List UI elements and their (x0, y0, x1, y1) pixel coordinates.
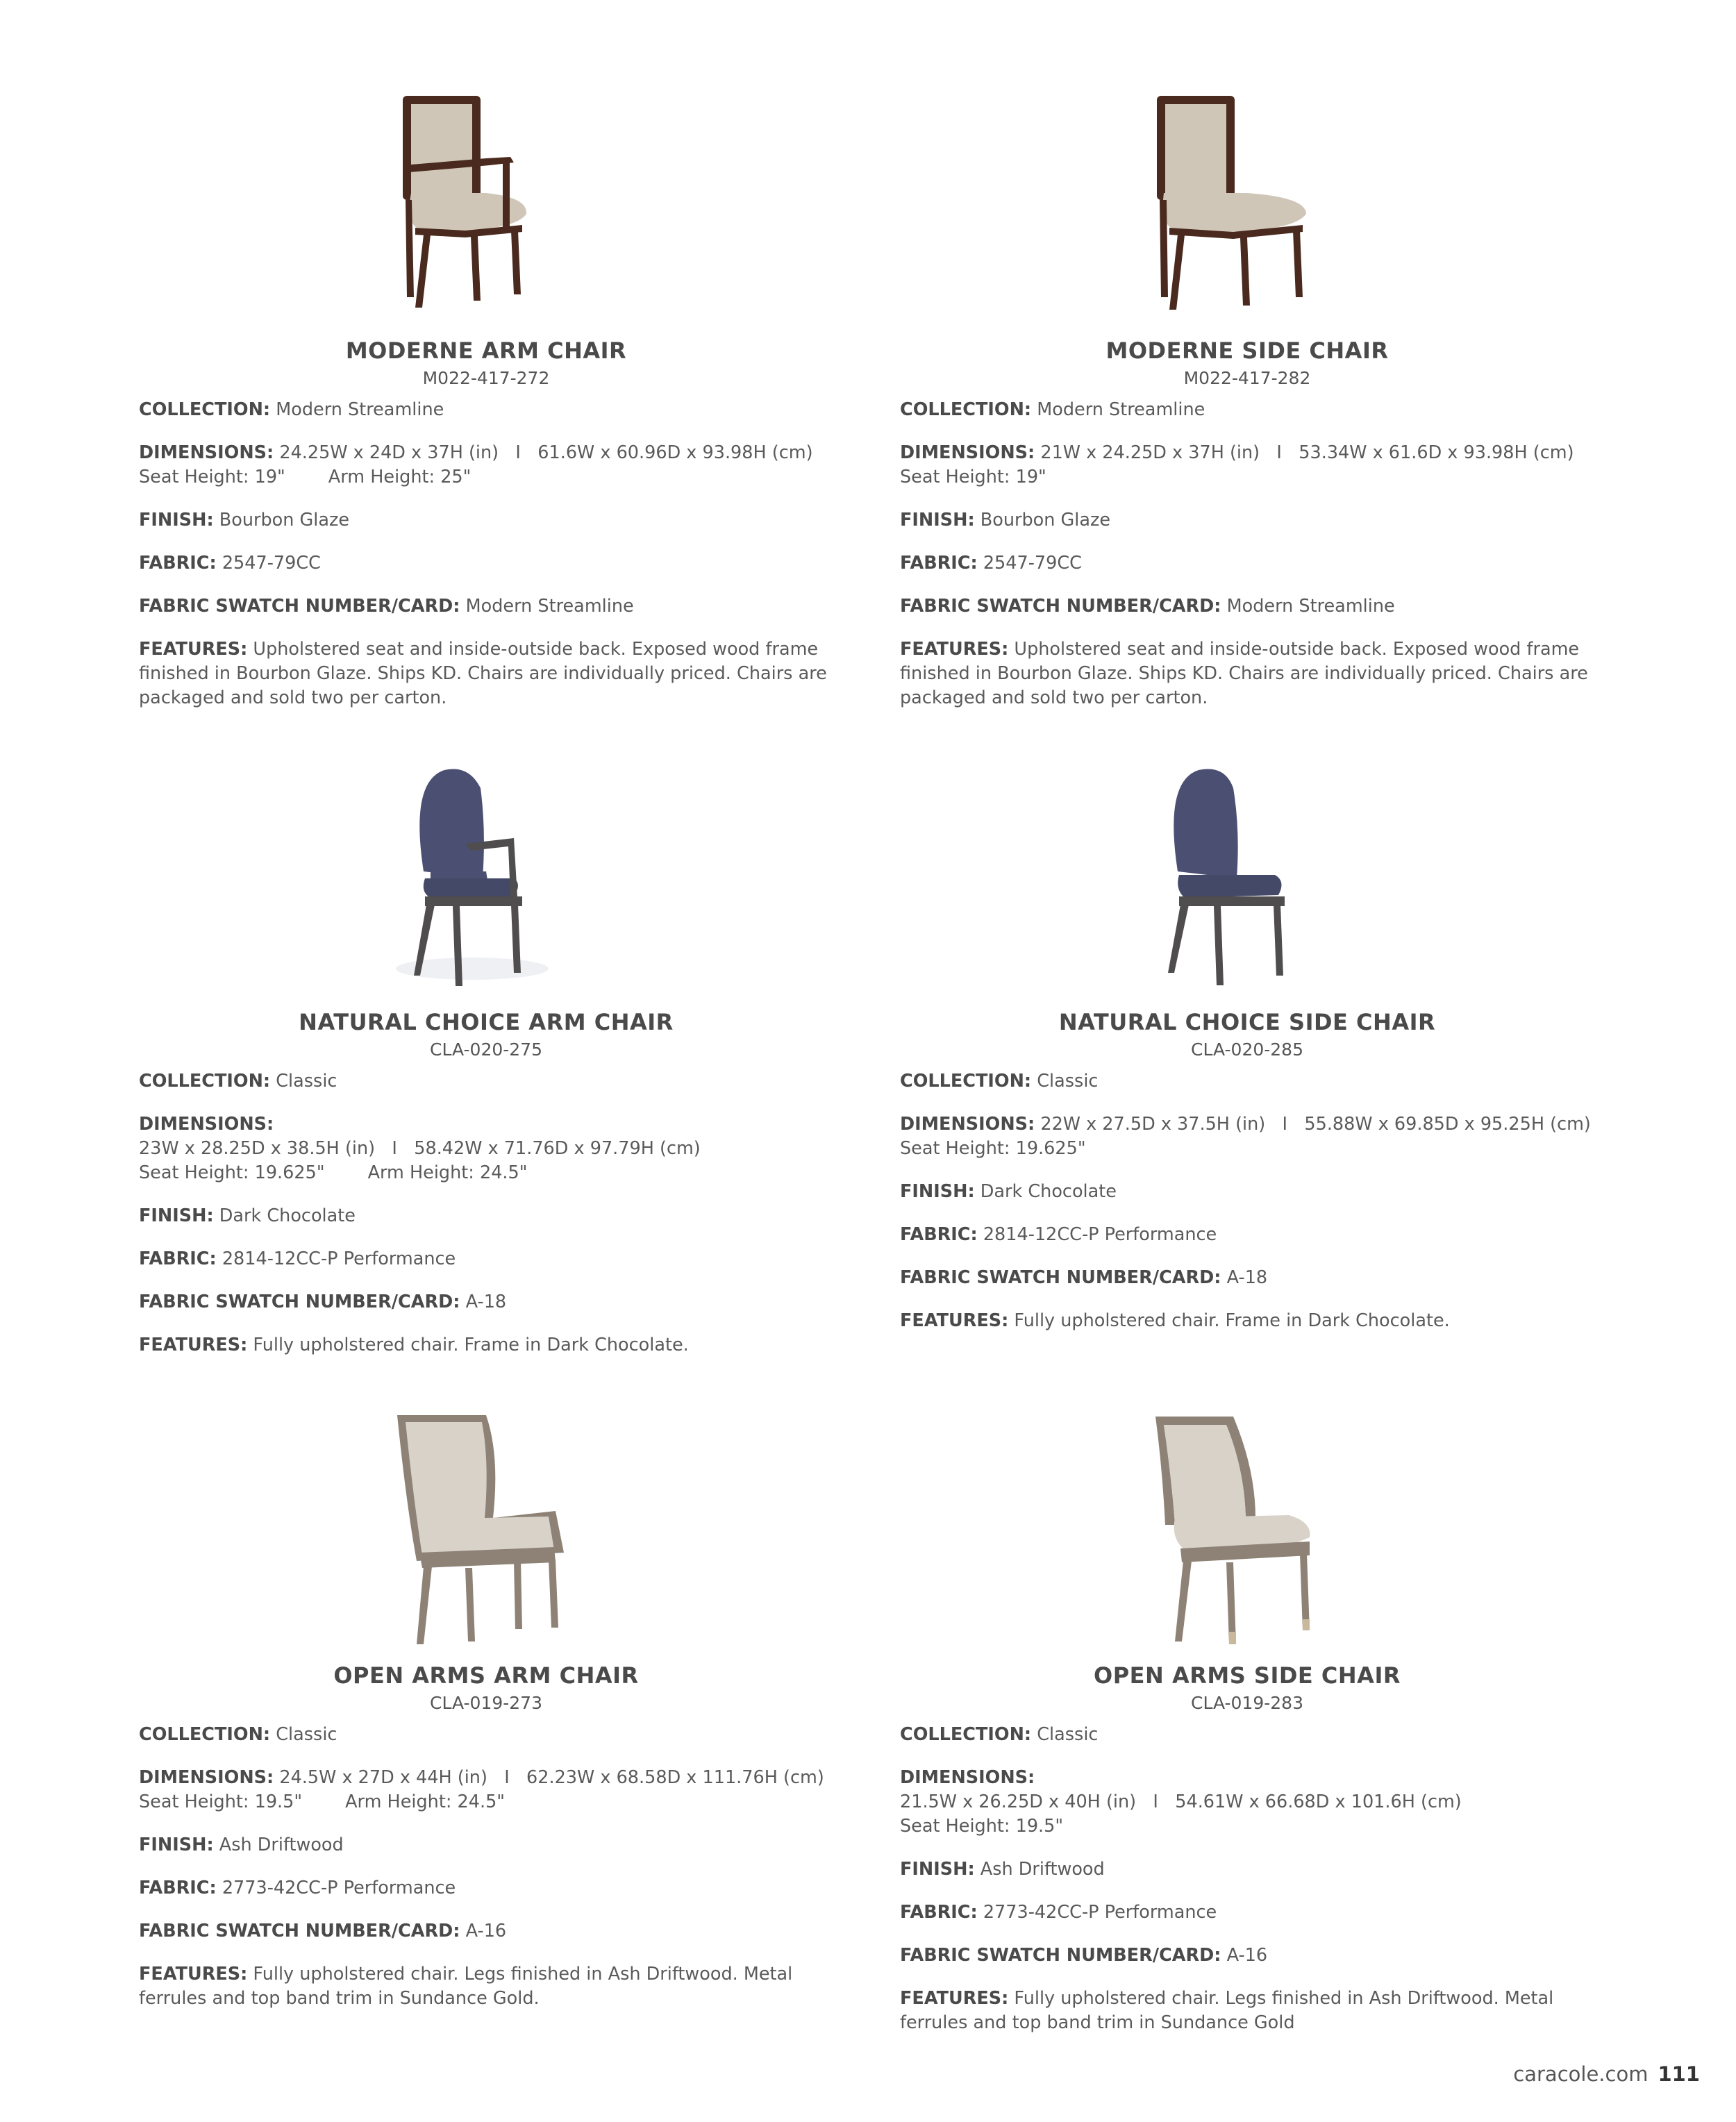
spec-dimensions: DIMENSIONS: 23W x 28.25D x 38.5H (in) I 58.42W x 71.76D x 97.79H (cm) Seat Height: 19.625" Arm Height: 24.5" (139, 1114, 701, 1183)
spec-list (900, 398, 1594, 710)
spec-features: FEATURES: Fully upholstered chair. Legs finished in Ash Driftwood. Metal ferrules and top band trim in Sundance Gold (900, 1988, 1554, 2033)
product-title: OPEN ARMS ARM CHAIR (333, 1662, 639, 1689)
product-sku: CLA-020-285 (1191, 1039, 1303, 1060)
spec-finish: FINISH: Bourbon Glaze (139, 510, 350, 530)
product-title: MODERNE ARM CHAIR (345, 337, 627, 364)
spec-list (139, 1723, 833, 2011)
spec-swatch: FABRIC SWATCH NUMBER/CARD: A-18 (139, 1292, 507, 1312)
chair-image (900, 760, 1594, 996)
spec-collection: COLLECTION: Classic (139, 1724, 337, 1745)
product-open-arms-arm-chair (139, 1414, 833, 2030)
open-arms-arm-chair-icon (139, 1414, 833, 1650)
spec-collection: COLLECTION: Modern Streamline (139, 399, 444, 420)
site-link[interactable]: caracole.com (1513, 2062, 1649, 2086)
spec-list (900, 1723, 1594, 2035)
page-footer (1513, 2062, 1700, 2086)
product-sku: M022-417-272 (422, 368, 550, 388)
spec-fabric: FABRIC: 2814-12CC-P Performance (139, 1248, 456, 1269)
chair-image (900, 89, 1594, 325)
spec-features: FEATURES: Upholstered seat and inside-outside back. Exposed wood frame finished in Bourbon Glaze. Ships KD. Chairs are individually priced. Chairs are packaged and sold two per carton. (139, 639, 827, 708)
spec-finish: FINISH: Ash Driftwood (900, 1859, 1105, 1880)
product-natural-choice-side-chair (900, 760, 1594, 1352)
spec-features: FEATURES: Fully upholstered chair. Frame in Dark Chocolate. (139, 1335, 689, 1355)
product-sku: CLA-020-275 (430, 1039, 542, 1060)
spec-list (139, 1069, 833, 1357)
product-title: NATURAL CHOICE ARM CHAIR (299, 1009, 674, 1035)
product-sku: CLA-019-273 (430, 1693, 542, 1713)
spec-fabric: FABRIC: 2547-79CC (900, 553, 1082, 574)
spec-features: FEATURES: Fully upholstered chair. Frame in Dark Chocolate. (900, 1310, 1450, 1331)
chair-image (139, 89, 833, 325)
product-title: NATURAL CHOICE SIDE CHAIR (1058, 1009, 1436, 1035)
spec-dimensions: DIMENSIONS: 24.25W x 24D x 37H (in) I 61.6W x 60.96D x 93.98H (cm) Seat Height: 19" Arm Height: 25" (139, 442, 813, 487)
product-sku: M022-417-282 (1183, 368, 1311, 388)
spec-dimensions: DIMENSIONS: 22W x 27.5D x 37.5H (in) I 55.88W x 69.85D x 95.25H (cm) Seat Height: 19.625" (900, 1114, 1591, 1159)
spec-fabric: FABRIC: 2547-79CC (139, 553, 321, 574)
spec-finish: FINISH: Bourbon Glaze (900, 510, 1111, 530)
spec-swatch: FABRIC SWATCH NUMBER/CARD: A-16 (139, 1921, 507, 1941)
product-sku: CLA-019-283 (1191, 1693, 1303, 1713)
spec-dimensions: DIMENSIONS: 24.5W x 27D x 44H (in) I 62.23W x 68.58D x 111.76H (cm) Seat Height: 19.5" Arm Height: 24.5" (139, 1767, 824, 1812)
spec-dimensions: DIMENSIONS: 21W x 24.25D x 37H (in) I 53.34W x 61.6D x 93.98H (cm) Seat Height: 19" (900, 442, 1574, 487)
spec-finish: FINISH: Ash Driftwood (139, 1835, 344, 1855)
chair-image (139, 760, 833, 996)
spec-dimensions: DIMENSIONS: 21.5W x 26.25D x 40H (in) I 54.61W x 66.68D x 101.6H (cm) Seat Height: 19.5" (900, 1767, 1462, 1837)
natural-choice-side-chair-icon (900, 760, 1594, 996)
spec-list (139, 398, 833, 710)
chair-image (900, 1414, 1594, 1650)
spec-features: FEATURES: Upholstered seat and inside-outside back. Exposed wood frame finished in Bourbon Glaze. Ships KD. Chairs are individually priced. Chairs are packaged and sold two per carton. (900, 639, 1588, 708)
page-number: 111 (1658, 2062, 1700, 2086)
spec-fabric: FABRIC: 2773-42CC-P Performance (900, 1902, 1217, 1923)
chair-image (139, 1414, 833, 1650)
spec-collection: COLLECTION: Classic (139, 1071, 337, 1092)
spec-collection: COLLECTION: Classic (900, 1071, 1099, 1092)
spec-swatch: FABRIC SWATCH NUMBER/CARD: Modern Streamline (139, 596, 634, 617)
product-title: MODERNE SIDE CHAIR (1105, 337, 1389, 364)
spec-swatch: FABRIC SWATCH NUMBER/CARD: A-18 (900, 1267, 1268, 1288)
natural-choice-arm-chair-icon (139, 760, 833, 996)
spec-swatch: FABRIC SWATCH NUMBER/CARD: A-16 (900, 1945, 1268, 1966)
product-natural-choice-arm-chair (139, 760, 833, 1376)
product-open-arms-side-chair (900, 1414, 1594, 2054)
product-moderne-arm-chair (139, 89, 833, 729)
spec-finish: FINISH: Dark Chocolate (900, 1181, 1117, 1202)
spec-collection: COLLECTION: Classic (900, 1724, 1099, 1745)
product-title: OPEN ARMS SIDE CHAIR (1094, 1662, 1401, 1689)
open-arms-side-chair-icon (900, 1414, 1594, 1650)
product-moderne-side-chair (900, 89, 1594, 729)
spec-fabric: FABRIC: 2814-12CC-P Performance (900, 1224, 1217, 1245)
spec-finish: FINISH: Dark Chocolate (139, 1205, 356, 1226)
spec-fabric: FABRIC: 2773-42CC-P Performance (139, 1878, 456, 1898)
moderne-arm-chair-icon (139, 89, 833, 325)
spec-list (900, 1069, 1594, 1333)
spec-features: FEATURES: Fully upholstered chair. Legs finished in Ash Driftwood. Metal ferrules and top band trim in Sundance Gold. (139, 1964, 793, 2009)
spec-swatch: FABRIC SWATCH NUMBER/CARD: Modern Streamline (900, 596, 1395, 617)
spec-collection: COLLECTION: Modern Streamline (900, 399, 1205, 420)
moderne-side-chair-icon (900, 89, 1594, 325)
